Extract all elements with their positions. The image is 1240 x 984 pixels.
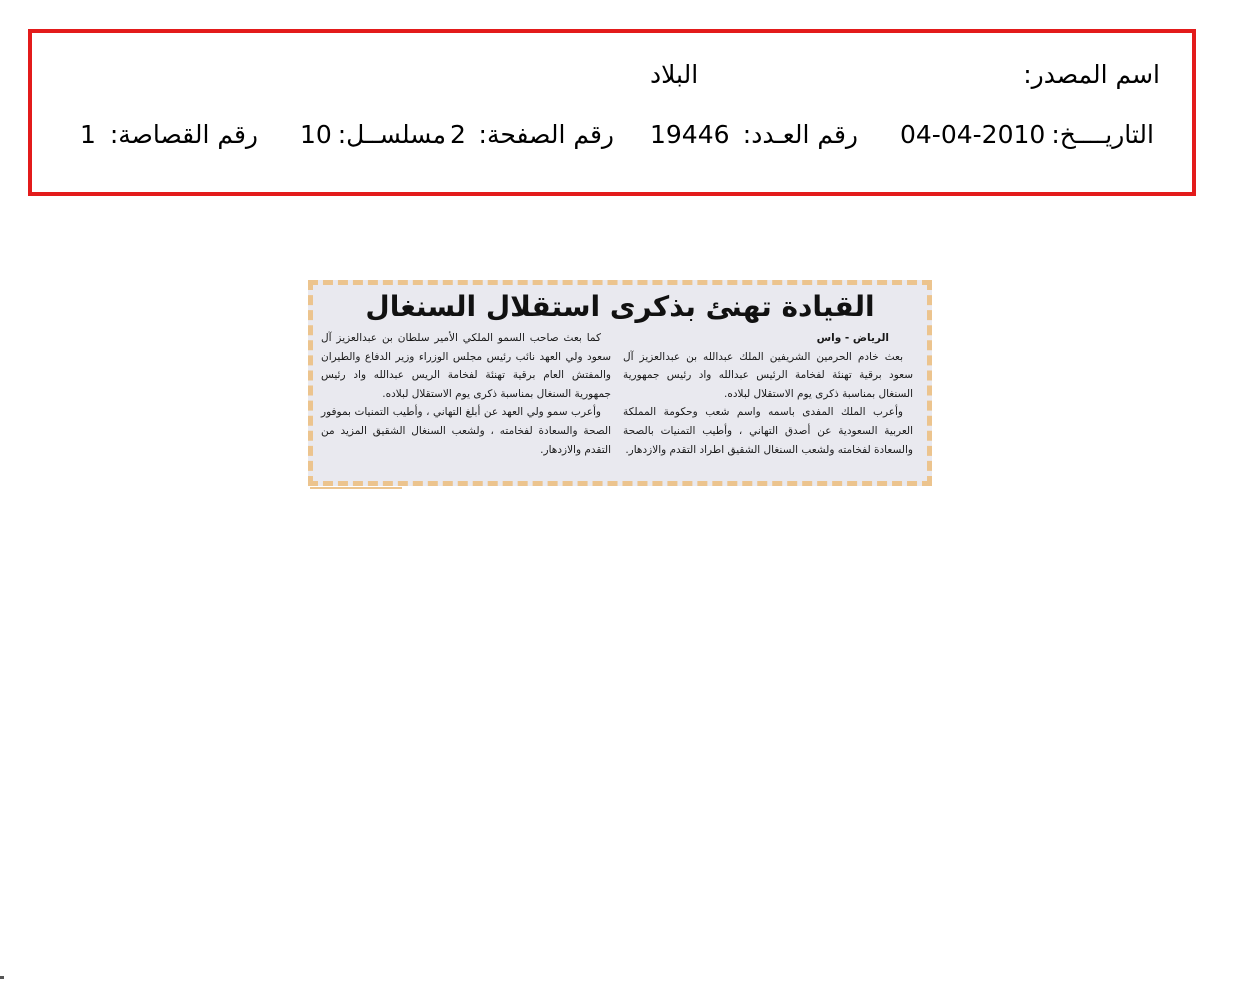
issue-label: رقم العـدد: [742, 120, 858, 149]
clipping-paragraph: كما بعث صاحب السمو الملكي الأمير سلطان بن عبدالعزيز آل سعود ولي العهد نائب رئيس مجلس الوزراء وزير الدفاع والطيران والمفتش العام برقية تهنئة لفخامة الريس عبدالله واد رئيس جمهورية السنغال بمناسبة ذكرى يوم الاستقلال لبلاده. [321, 332, 611, 400]
source-value: البلاد [650, 60, 699, 89]
newspaper-clipping [308, 280, 932, 486]
clip-number-value: 1 [80, 120, 96, 149]
clip-number-label: رقم القصاصة: [109, 120, 258, 149]
issue-value: 19446 [650, 120, 730, 149]
clipping-paragraph: بعث خادم الحرمين الشريفين الملك عبدالله بن عبدالعزيز آل سعود برقية تهنئة لفخامة الرئيس عبدالله واد رئيس جمهورية السنغال بمناسبة ذكرى يوم الاستقلال لبلاده. [623, 350, 913, 400]
clipping-underline [310, 487, 402, 489]
clipping-paragraph: وأعرب الملك المفدى باسمه واسم شعب وحكومة المملكة العربية السعودية عن أصدق التهاني ، وأطيب التمنيات بالصحة والسعادة لفخامته ولشعب السنغال الشقيق اطراد التقدم والازدهار. [623, 406, 913, 456]
clipping-column-right [623, 329, 913, 459]
serial-value: 10 [300, 120, 332, 149]
corner-mark [0, 976, 4, 979]
clipping-column-left [321, 329, 611, 459]
date-value: 04-04-2010 [900, 120, 1046, 149]
clipping-headline: القيادة تهنئ بذكرى استقلال السنغال [365, 290, 875, 323]
clipping-paragraph: وأعرب سمو ولي العهد عن أبلغ التهاني ، وأطيب التمنيات بموفور الصحة والسعادة لفخامته ، ولشعب السنغال الشقيق المزيد من التقدم والازدهار. [321, 406, 611, 456]
metadata-header-box [28, 29, 1196, 196]
serial-label: مسلســل: [337, 120, 446, 149]
source-label: اسم المصدر: [1023, 60, 1160, 89]
page-value: 2 [450, 120, 466, 149]
page-label: رقم الصفحة: [478, 120, 614, 149]
clipping-dateline: الرياض - واس [816, 332, 889, 344]
date-label: التاريــــخ: [1051, 120, 1154, 149]
